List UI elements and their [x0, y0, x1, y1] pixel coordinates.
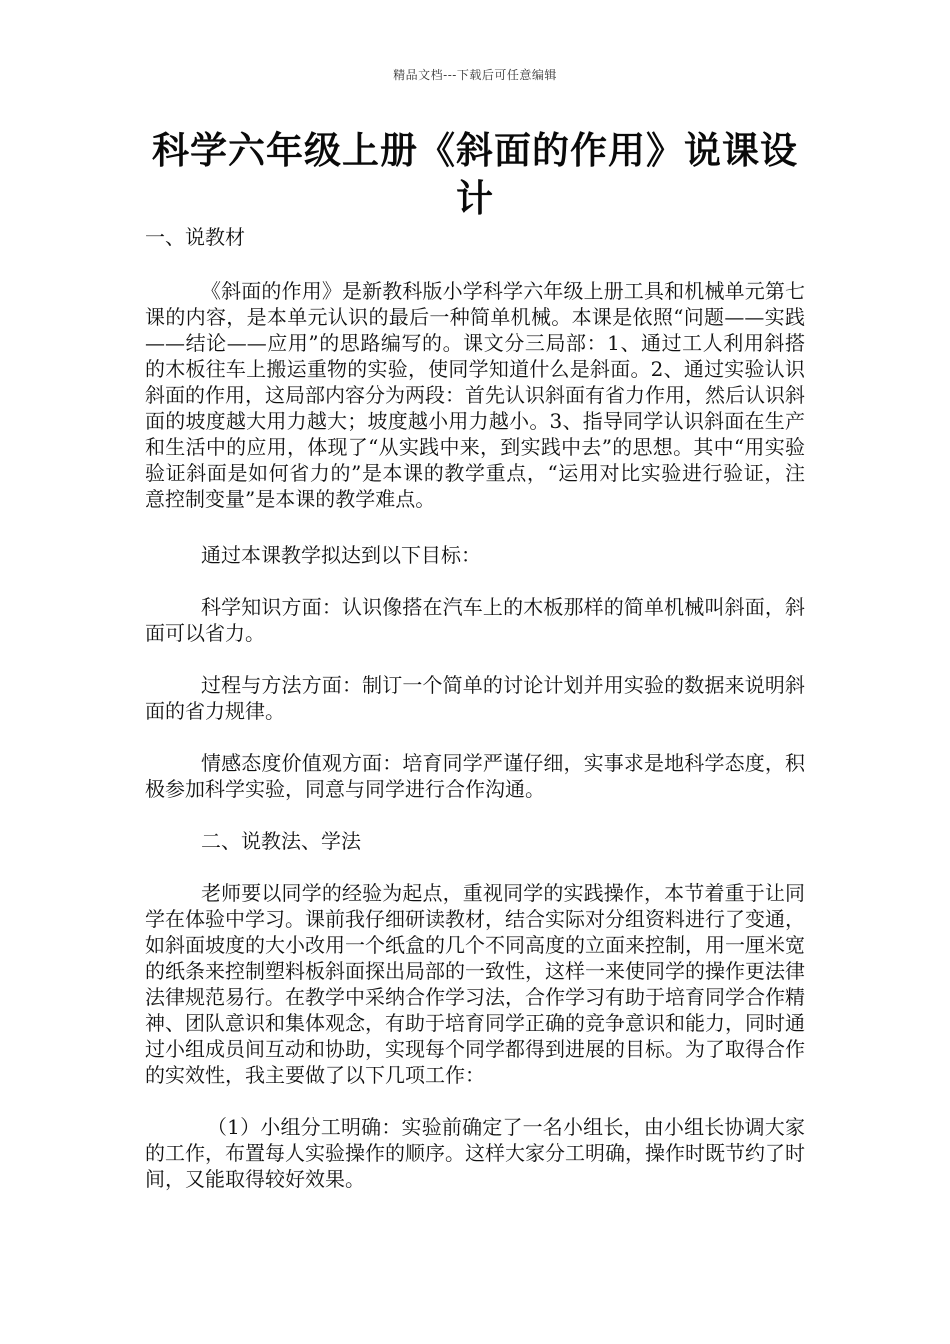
- paragraph-material-intro: 《斜面的作用》是新教科版小学科学六年级上册工具和机械单元第七课的内容，是本单元认识的最后一种简单机械。本课是依照“问题——实践——结论——应用”的思路编写的。课文分三局部：1、通过工人利用斜搭的木板往车上搬运重物的实验，使同学知道什么是斜面。2、通过实验认识斜面的作用，这局部内容分为两段：首先认识斜面有省力作用，然后认识斜面的坡度越大用力越大；坡度越小用力越小。3、指导同学认识斜面在生产和生活中的应用，体现了“从实践中来，到实践中去”的思想。其中“用实验验证斜面是如何省力的”是本课的教学重点，“运用对比实验进行验证，注意控制变量”是本课的教学难点。: [145, 279, 805, 511]
- paragraph-group-division: （1）小组分工明确：实验前确定了一名小组长，由小组长协调大家的工作，布置每人实验操作的顺序。这样大家分工明确，操作时既节约了时间，又能取得较好效果。: [145, 1115, 805, 1191]
- header-note: 精品文档---下载后可任意编辑: [393, 68, 557, 82]
- paragraph-goal-knowledge: 科学知识方面：认识像搭在汽车上的木板那样的简单机械叫斜面，斜面可以省力。: [145, 595, 805, 645]
- document-title: 科学六年级上册《斜面的作用》说课设计: [152, 128, 798, 220]
- paragraph-goal-attitude: 情感态度价值观方面：培育同学严谨仔细，实事求是地科学态度，积极参加科学实验，同意与同学进行合作沟通。: [145, 751, 805, 801]
- section-heading-teaching-material: 一、说教材: [145, 225, 245, 249]
- document-body: [145, 224, 805, 1218]
- section-heading-methods: 二、说教法、学法: [201, 829, 361, 853]
- paragraph-goal-process: 过程与方法方面：制订一个简单的讨论计划并用实验的数据来说明斜面的省力规律。: [145, 673, 805, 723]
- paragraph-methods: 老师要以同学的经验为起点，重视同学的实践操作，本节着重于让同学在体验中学习。课前我仔细研读教材，结合实际对分组资料进行了变通，如斜面坡度的大小改用一个纸盒的几个不同高度的立面来控制，用一厘米宽的纸条来控制塑料板斜面探出局部的一致性，这样一来使同学的操作更法律法律规范易行。在教学中采纳合作学习法，合作学习有助于培育同学合作精神、团队意识和集体观念，有助于培育同学正确的竞争意识和能力，同时通过小组成员间互动和协助，实现每个同学都得到进展的目标。为了取得合作的实效性，我主要做了以下几项工作：: [145, 881, 805, 1087]
- paragraph-goals-intro: 通过本课教学拟达到以下目标：: [201, 543, 481, 567]
